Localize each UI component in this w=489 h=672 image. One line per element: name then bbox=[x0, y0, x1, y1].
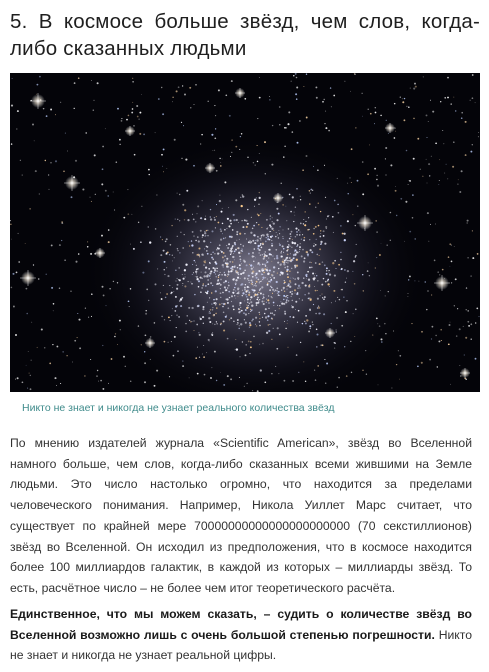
star-cluster-photo bbox=[10, 73, 480, 392]
image-caption: Никто не знает и никогда не узнает реального количества звёзд bbox=[22, 402, 335, 414]
conclusion-rest-text: Никто не знает и никогда не узнает реальной цифры. bbox=[10, 627, 472, 663]
conclusion-paragraph bbox=[10, 604, 472, 666]
conclusion-bold-text: Единственное, что мы можем сказать, – судить о количестве звёзд во Вселенной возможно лишь с очень большой степенью погрешности. bbox=[10, 607, 472, 642]
article-heading: 5. В космосе больше звёзд, чем слов, когда-либо сказанных людьми bbox=[10, 10, 480, 60]
starfield-graphic bbox=[10, 73, 480, 392]
body-paragraph: По мнению издателей журнала «Scientific American», звёзд во Вселенной намного больше, чем слов, когда-либо сказанных всеми жившими на Земле людьми. Это число настолько огромно, что находится за пределами человеческого понимания. Например, Никола Уиллет Марс считает, что существует по крайней мере 70000000000000000000000 (70 секстиллионов) звёзд во Вселенной. Он исходил из предположения, что в космосе находится более 100 миллиардов галактик, в каждой из которых – миллиарды звёзд. То есть, расчётное число – не более чем итог теоретического расчёта. bbox=[10, 436, 472, 595]
